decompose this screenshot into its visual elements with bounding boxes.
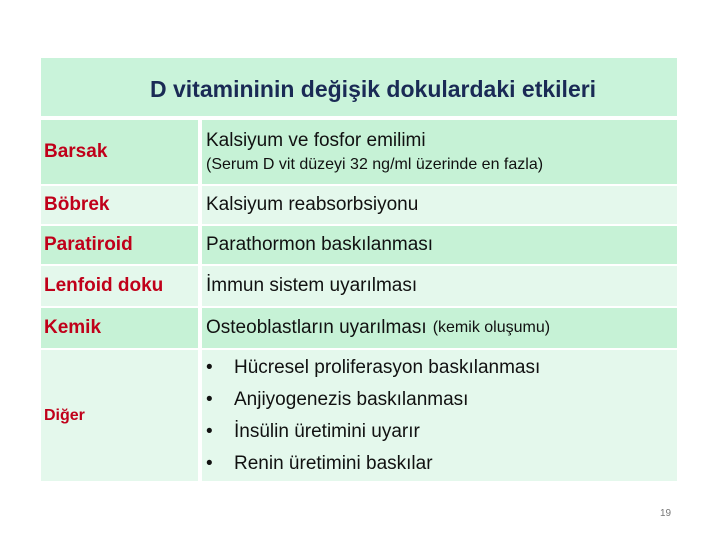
effect-main: İmmun sistem uyarılması xyxy=(206,275,418,296)
effect-note: (Serum D vit düzeyi 32 ng/ml üzerinde en fazla) xyxy=(206,156,544,173)
effect-cell xyxy=(202,120,677,184)
table-row xyxy=(41,226,677,266)
list-item: • Anjiyogenezis baskılanması xyxy=(206,384,677,416)
bullet-icon: • xyxy=(206,420,213,442)
effect-cell xyxy=(202,266,677,306)
bullet-list xyxy=(206,352,677,480)
slide-title: D vitamininin değişik dokulardaki etkileri xyxy=(150,76,597,102)
effect-cell xyxy=(202,186,677,224)
effect-main: Parathormon baskılanması xyxy=(206,234,434,255)
tissue-label: Diğer xyxy=(41,350,202,481)
effect-main: Kalsiyum reabsorbsiyonu xyxy=(206,194,419,215)
list-item: • İnsülin üretimini uyarır xyxy=(206,416,677,448)
list-item: • Hücresel proliferasyon baskılanması xyxy=(206,352,677,384)
tissue-label: Paratiroid xyxy=(41,226,202,264)
bullet-icon: • xyxy=(206,356,213,378)
effect-cell xyxy=(202,350,677,481)
table-row xyxy=(41,266,677,308)
tissue-label: Böbrek xyxy=(41,186,202,224)
bullet-icon: • xyxy=(206,452,213,474)
tissue-label: Lenfoid doku xyxy=(41,266,202,306)
table-row xyxy=(41,350,677,481)
table-row xyxy=(41,308,677,350)
tissue-label: Kemik xyxy=(41,308,202,348)
effect-note: (kemik oluşumu) xyxy=(432,319,551,336)
tissue-label: Barsak xyxy=(41,120,202,184)
effect-cell xyxy=(202,226,677,264)
list-item: • Renin üretimini baskılar xyxy=(206,448,677,480)
effect-cell xyxy=(202,308,677,348)
table-row xyxy=(41,186,677,226)
page-number: 19 xyxy=(660,508,672,519)
table-row xyxy=(41,120,677,186)
bullet-icon: • xyxy=(206,388,213,410)
effect-main: Kalsiyum ve fosfor emilimi xyxy=(206,130,426,151)
effect-main: Osteoblastların uyarılması xyxy=(206,317,427,338)
